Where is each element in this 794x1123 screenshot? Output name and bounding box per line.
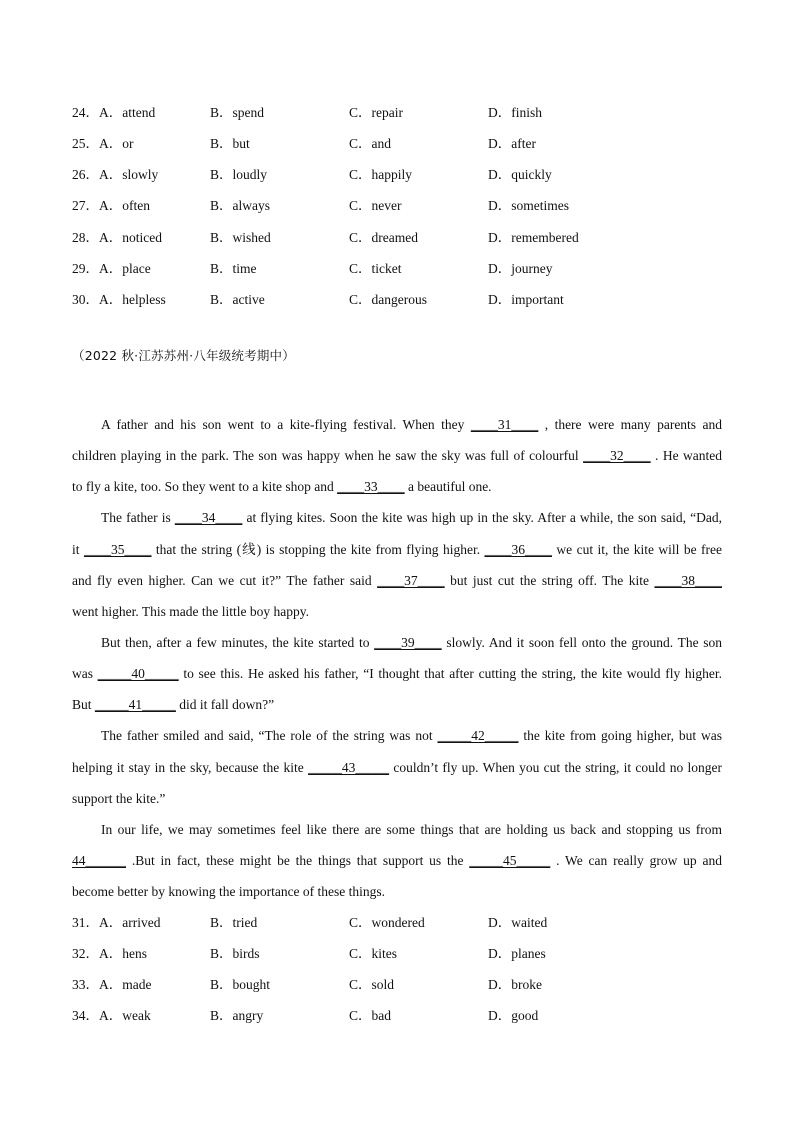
option-row — [72, 907, 732, 938]
passage-line — [72, 752, 722, 783]
passage-line — [72, 440, 722, 471]
passage-line — [72, 534, 722, 565]
option-c: C．sold — [349, 977, 395, 993]
passage-line — [72, 658, 722, 689]
blank-42: _____42_____ — [437, 728, 519, 744]
option-a: 33．A．made — [72, 977, 152, 993]
blank-43: _____43_____ — [308, 759, 390, 775]
option-row — [72, 938, 732, 969]
passage-text: .But in fact, these might be the things that support us the — [126, 852, 470, 868]
option-d: D．important — [488, 291, 564, 307]
option-c: C．repair — [349, 105, 403, 120]
passage-line — [72, 409, 722, 440]
option-c: C．happily — [349, 167, 412, 183]
option-d: D．journey — [488, 260, 553, 276]
passage-text: children playing in the park. The son was happy when he saw the sky was full of colourful — [72, 448, 584, 464]
passage-text: The father is — [101, 510, 175, 526]
option-c: C．wondered — [349, 915, 425, 930]
option-d: D．waited — [488, 915, 548, 930]
passage-text: . We can really grow up and — [550, 852, 722, 868]
passage-text: at flying kites. Soon the kite was high up in the sky. After a while, the son said, “Dad, — [242, 510, 723, 526]
passage-text: but just cut the string off. The kite — [444, 572, 655, 588]
passage-line — [72, 689, 722, 720]
option-c: C．dreamed — [349, 229, 418, 245]
blank-35: ____35____ — [83, 541, 152, 557]
option-a: 25．A．or — [72, 136, 134, 152]
passage-text: the kite from going higher, but was — [518, 728, 722, 744]
option-c: C．dangerous — [349, 291, 427, 307]
option-a: 31．A．arrived — [72, 915, 161, 930]
option-b: B．but — [210, 136, 250, 152]
blank-37: ____37____ — [377, 572, 445, 588]
option-c: C．never — [349, 198, 402, 214]
option-b: B．bought — [210, 977, 271, 993]
option-d: D．sometimes — [488, 198, 569, 214]
option-a: 34．A．weak — [72, 1008, 151, 1024]
option-d: D．planes — [488, 946, 546, 962]
passage-text: a beautiful one. — [404, 479, 492, 495]
option-b: B．angry — [210, 1008, 264, 1024]
passage-text: to fly a kite, too. So they went to a kite shop and — [72, 479, 338, 495]
option-a: 24．A．attend — [72, 105, 156, 120]
option-row — [72, 190, 732, 221]
option-c: C．ticket — [349, 260, 402, 276]
passage-text: , there were many parents and — [538, 417, 722, 432]
blank-34: ____34____ — [174, 510, 243, 526]
option-row — [72, 128, 732, 159]
passage-text: we cut it, the kite will be free — [552, 541, 722, 557]
blank-44: 44______ — [72, 852, 126, 868]
option-row — [72, 159, 732, 190]
option-b: B．time — [210, 260, 257, 276]
option-row — [72, 222, 732, 253]
passage-line: In our life, we may sometimes feel like there are some things that are holding us back and stopping us from — [101, 821, 722, 837]
option-d: D．after — [488, 136, 536, 152]
passage-text: and fly even higher. Can we cut it?” The father said — [72, 572, 378, 588]
option-row — [72, 1000, 732, 1031]
passage-line — [72, 845, 722, 876]
passage-line — [72, 502, 722, 533]
option-d: D．good — [488, 1008, 539, 1024]
blank-32: ____32____ — [583, 448, 651, 464]
passage-text: The father smiled and said, “The role of the string was not — [101, 728, 438, 744]
option-b: B．always — [210, 198, 270, 214]
option-row — [72, 253, 732, 284]
passage-text: But then, after a few minutes, the kite started to — [101, 634, 375, 650]
blank-40: _____40_____ — [97, 666, 179, 682]
passage-line: become better by knowing the importance of these things. — [72, 884, 386, 900]
blank-39: ____39____ — [374, 634, 442, 650]
option-b: B．tried — [210, 915, 258, 930]
option-b: B．spend — [210, 105, 264, 120]
passage-text: A father and his son went to a kite-flying festival. When they — [101, 417, 471, 432]
option-a: 29．A．place — [72, 260, 151, 276]
option-row — [72, 97, 732, 128]
passage-text: couldn’t fly up. When you cut the string, it could no longer — [389, 759, 722, 775]
passage-text: it — [72, 541, 84, 557]
option-c: C．kites — [349, 946, 398, 962]
option-d: D．quickly — [488, 167, 552, 183]
option-a: 28．A．noticed — [72, 229, 162, 245]
passage-line — [72, 565, 722, 596]
option-c: C．and — [349, 136, 391, 152]
blank-45: _____45_____ — [469, 852, 551, 868]
option-d: D．finish — [488, 105, 542, 120]
passage-line: support the kite.” — [72, 790, 166, 806]
options-bottom — [72, 907, 732, 1032]
passage-text: . He wanted — [650, 448, 722, 464]
passage-line — [72, 471, 722, 502]
blank-38: ____38____ — [654, 572, 722, 588]
passage-line — [72, 720, 722, 751]
option-a: 26．A．slowly — [72, 167, 159, 183]
source-note: （2022 秋·江苏苏州·八年级统考期中） — [72, 348, 295, 363]
option-d: D．broke — [488, 977, 542, 993]
blank-33: ____33____ — [337, 479, 405, 495]
cloze-passage — [72, 409, 722, 907]
option-b: B．wished — [210, 229, 271, 245]
passage-line — [72, 627, 722, 658]
passage-line: went higher. This made the little boy happy. — [72, 603, 309, 619]
option-b: B．active — [210, 291, 265, 307]
passage-text: that the string (线) is stopping the kite from flying higher. — [151, 541, 485, 557]
blank-36: ____36____ — [484, 541, 552, 557]
passage-text: was — [72, 666, 98, 682]
options-top — [72, 97, 732, 315]
option-b: B．loudly — [210, 167, 268, 183]
passage-text: slowly. And it soon fell onto the ground. The son — [441, 634, 722, 650]
option-a: 30．A．helpless — [72, 291, 166, 307]
option-a: 27．A．often — [72, 198, 150, 214]
option-b: B．birds — [210, 946, 260, 962]
passage-text: helping it stay in the sky, because the kite — [72, 759, 309, 775]
blank-41: _____41_____ — [94, 697, 176, 713]
option-row — [72, 284, 732, 315]
blank-31: ____31____ — [470, 417, 539, 432]
option-c: C．bad — [349, 1008, 391, 1024]
passage-text: did it fall down?” — [175, 697, 275, 713]
passage-text: to see this. He asked his father, “I thought that after cutting the string, the kite would fly higher. — [178, 666, 722, 682]
option-d: D．remembered — [488, 229, 579, 245]
passage-text: But — [72, 697, 95, 713]
option-a: 32．A．hens — [72, 946, 147, 962]
option-row — [72, 969, 732, 1000]
